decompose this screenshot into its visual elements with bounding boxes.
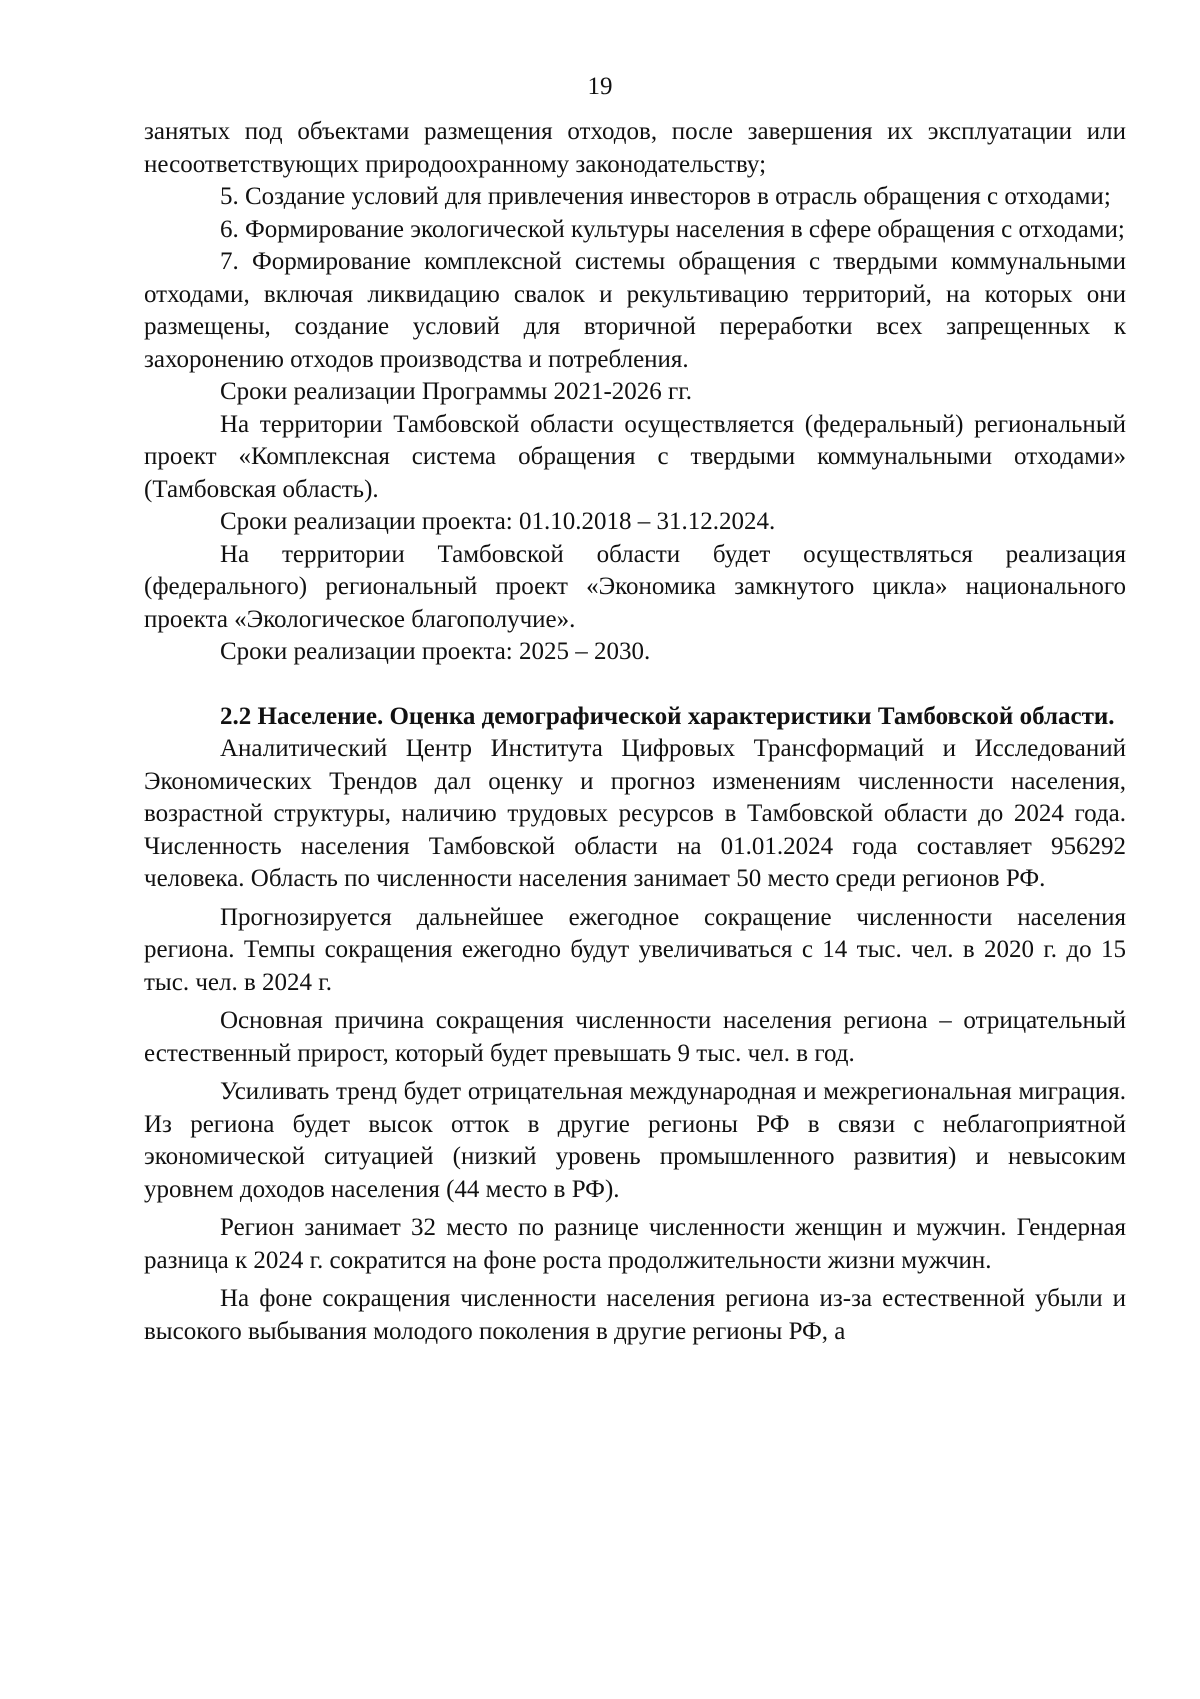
- paragraph-gender: Регион занимает 32 место по разнице численности женщин и мужчин. Гендерная разница к 2024 г. сократится на фоне роста продолжительности жизни мужчин.: [144, 1214, 1126, 1274]
- paragraph-migration: Усиливать тренд будет отрицательная международная и межрегиональная миграция. Из региона будет высок отток в другие регионы РФ в связи с неблагоприятной экономической ситуацией (низкий уровень промышленного развития) и невысоким уровнем доходов населения (44 место в РФ).: [144, 1078, 1126, 1203]
- paragraph-item-6: 6. Формирование экологической культуры населения в сфере обращения с отходами;: [220, 215, 1125, 243]
- paragraph-analytics: Аналитический Центр Института Цифровых Трансформаций и Исследований Экономических Трендов дал оценку и прогноз изменениям численности населения, возрастной структуры, наличию трудовых ресурсов в Тамбовской области до 2024 года. Численность населения Тамбовской области на 01.01.2024 года составляет 956292 человека. Область по численности населения занимает 50 место среди регионов РФ.: [144, 735, 1126, 892]
- page-number: 19: [587, 73, 613, 100]
- paragraph-circular-economy: На территории Тамбовской области будет осуществляться реализация (федерального) региональный проект «Экономика замкнутого цикла» национального проекта «Экологическое благополучие».: [144, 540, 1126, 633]
- paragraph-project-terms-2: Сроки реализации проекта: 2025 – 2030.: [220, 638, 651, 665]
- paragraph-regional-project: На территории Тамбовской области осуществляется (федеральный) региональный проект «Комплексная система обращения с твердыми коммунальными отходами» (Тамбовская область).: [144, 410, 1126, 503]
- document-body: [144, 116, 1126, 1348]
- paragraph-main-reason: Основная причина сокращения численности населения региона – отрицательный естественный прирост, который будет превышать 9 тыс. чел. в год.: [144, 1007, 1126, 1067]
- paragraph-project-terms: Сроки реализации проекта: 01.10.2018 – 31.12.2024.: [220, 508, 776, 535]
- paragraph-program-terms: Сроки реализации Программы 2021-2026 гг.: [220, 378, 692, 405]
- section-heading: 2.2 Население. Оценка демографической характеристики Тамбовской области.: [220, 702, 1115, 730]
- paragraph-decline: На фоне сокращения численности населения региона из-за естественной убыли и высокого выбывания молодого поколения в другие регионы РФ, а: [144, 1285, 1126, 1345]
- paragraph-forecast: Прогнозируется дальнейшее ежегодное сокращение численности населения региона. Темпы сокращения ежегодно будут увеличиваться с 14 тыс. чел. в 2020 г. до 15 тыс. чел. в 2024 г.: [144, 903, 1126, 996]
- paragraph-item-5: 5. Создание условий для привлечения инвесторов в отрасль обращения с отходами;: [220, 183, 1111, 210]
- paragraph-item-7: 7. Формирование комплексной системы обращения с твердыми коммунальными отходами, включая ликвидацию свалок и рекультивацию территорий, на которых они размещены, создание условий для вторичной переработки всех запрещенных к захоронению отходов производства и потребления.: [144, 248, 1126, 373]
- paragraph-continuation: занятых под объектами размещения отходов, после завершения их эксплуатации или несоответствующих природоохранному законодательству;: [144, 118, 1126, 178]
